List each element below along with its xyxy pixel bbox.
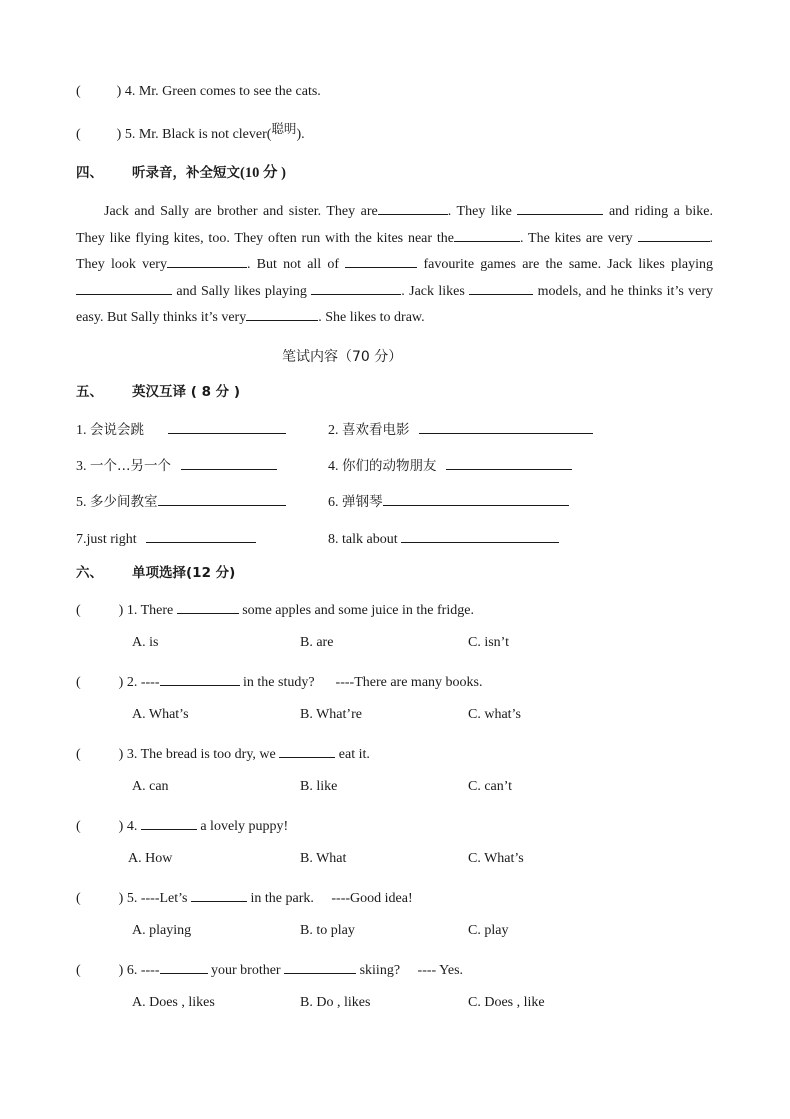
- item-text: 一个…另一个: [90, 458, 171, 474]
- item-number: 4.: [328, 459, 339, 474]
- section-title: 单项选择(12 分): [132, 565, 236, 581]
- option-c[interactable]: C. can’t: [468, 779, 513, 794]
- answer-blank[interactable]: [141, 815, 197, 830]
- item-text: talk about: [342, 532, 398, 547]
- answer-blank[interactable]: [158, 491, 286, 506]
- blank-7[interactable]: [76, 280, 172, 295]
- item-text: 会说会跳: [90, 422, 144, 438]
- answer-blank[interactable]: [401, 528, 559, 543]
- mcq-question-4: [76, 815, 288, 835]
- blank-5[interactable]: [167, 253, 247, 268]
- option-a[interactable]: A. playing: [132, 923, 192, 938]
- answer-blank[interactable]: [160, 671, 240, 686]
- item-text: just right: [86, 532, 137, 547]
- translate-item-6: [328, 490, 569, 511]
- item-text: 多少间教室: [90, 494, 158, 510]
- blank-10[interactable]: [246, 306, 318, 321]
- option-c[interactable]: C. What’s: [468, 851, 524, 866]
- mcq-question-3: [76, 743, 370, 763]
- passage-text: models, and he thinks it’s very easy. But Sally thinks it’s very: [76, 283, 714, 326]
- option-a[interactable]: A. Does , likes: [132, 995, 215, 1010]
- listening-passage: [76, 199, 713, 332]
- passage-text: . The kites are very: [519, 230, 633, 246]
- question-text: 3. The bread is too dry, we: [126, 747, 276, 762]
- option-a[interactable]: A. can: [132, 779, 169, 794]
- answer-paren[interactable]: ( ): [76, 891, 124, 906]
- blank-3[interactable]: [454, 227, 520, 242]
- option-b[interactable]: B. to play: [300, 923, 355, 938]
- answer-blank[interactable]: [191, 887, 247, 902]
- answer-paren-open: (: [76, 84, 81, 99]
- question-text: 1. There: [126, 603, 174, 618]
- translate-item-8: [328, 528, 559, 548]
- section-heading-5: [76, 380, 240, 401]
- option-c[interactable]: C. play: [468, 923, 509, 938]
- answer-paren[interactable]: ( ): [76, 603, 124, 618]
- translate-item-3: [76, 454, 277, 475]
- option-a[interactable]: A. How: [128, 851, 173, 866]
- blank-8[interactable]: [311, 280, 401, 295]
- blank-4[interactable]: [638, 227, 710, 242]
- item-number: 7.: [76, 532, 87, 547]
- question-text: skiing? ---- Yes.: [359, 963, 464, 978]
- section-title: 听录音，补全短文: [132, 165, 240, 181]
- option-b[interactable]: B. like: [300, 779, 338, 794]
- option-b[interactable]: B. What: [300, 851, 347, 866]
- option-b[interactable]: B. What’re: [300, 707, 362, 722]
- passage-text: . But not all of: [246, 257, 340, 273]
- question-text: 6. ----: [126, 963, 160, 978]
- answer-blank[interactable]: [177, 599, 239, 614]
- item-number: 6.: [328, 495, 339, 510]
- chinese-gloss: 聪明: [271, 121, 297, 136]
- answer-paren[interactable]: ( ): [76, 675, 124, 690]
- question-text: in the study? ----There are many books.: [243, 675, 483, 690]
- judge-item-5: [76, 121, 305, 143]
- answer-blank[interactable]: [383, 491, 569, 506]
- section-title: 英汉互译 ( 8 分 ): [132, 384, 241, 400]
- translate-item-1: [76, 418, 286, 439]
- option-b[interactable]: B. are: [300, 635, 334, 650]
- question-text: a lovely puppy!: [200, 819, 289, 834]
- item-text: 喜欢看电影: [342, 422, 410, 438]
- mcq-question-6: [76, 959, 463, 979]
- blank-9[interactable]: [469, 280, 533, 295]
- question-text: 5. ----Let’s: [126, 891, 188, 906]
- item-number: 1.: [76, 423, 87, 438]
- option-a[interactable]: A. What’s: [132, 707, 189, 722]
- blank-6[interactable]: [345, 253, 417, 268]
- passage-text: favourite games are the same. Jack likes playing: [423, 257, 714, 273]
- judge-text: 4. Mr. Green comes to see the cats.: [124, 84, 321, 99]
- judge-text: 5. Mr. Black is not clever(: [124, 127, 272, 142]
- option-c[interactable]: C. isn’t: [468, 635, 509, 650]
- item-number: 2.: [328, 423, 339, 438]
- mcq-question-2: [76, 671, 482, 691]
- judge-item-4: [76, 84, 321, 100]
- passage-text: Jack and Sally are brother and sister. They are: [104, 204, 378, 219]
- item-number: 3.: [76, 459, 87, 474]
- section-number: 六、: [76, 565, 103, 581]
- translate-item-5: [76, 490, 286, 511]
- question-text: some apples and some juice in the fridge.: [242, 603, 474, 618]
- answer-blank[interactable]: [160, 959, 208, 974]
- answer-paren[interactable]: ( ): [76, 963, 124, 978]
- item-number: 8.: [328, 532, 339, 547]
- blank-1[interactable]: [378, 200, 448, 215]
- written-part-title: 笔试内容（70 分）: [282, 349, 403, 365]
- question-text: in the park. ----Good idea!: [250, 891, 413, 906]
- item-text: 你们的动物朋友: [342, 458, 437, 474]
- passage-text: . They look very: [76, 230, 714, 273]
- passage-text: . She likes to draw.: [318, 310, 425, 326]
- answer-paren-close: ): [116, 127, 122, 142]
- translate-item-2: [328, 418, 593, 439]
- option-a[interactable]: A. is: [132, 635, 159, 650]
- answer-blank[interactable]: [181, 455, 277, 470]
- answer-blank[interactable]: [168, 419, 286, 434]
- passage-text: and riding a bike. They like flying kites, too. They often run with the kites near the: [76, 204, 714, 246]
- passage-text: and Sally likes playing: [176, 283, 307, 299]
- question-text: eat it.: [338, 747, 370, 762]
- translate-item-4: [328, 454, 572, 475]
- answer-blank[interactable]: [284, 959, 356, 974]
- answer-paren[interactable]: ( ): [76, 747, 124, 762]
- answer-paren-open: (: [76, 127, 81, 142]
- question-text: 4.: [126, 819, 138, 834]
- section-heading-6: [76, 561, 235, 582]
- section-heading-4: [76, 161, 286, 182]
- item-text: 弹钢琴: [342, 494, 383, 510]
- passage-text: . Jack likes: [401, 283, 465, 299]
- item-number: 5.: [76, 495, 87, 510]
- section-number: 五、: [76, 384, 103, 400]
- passage-text: . They like: [447, 204, 512, 219]
- blank-2[interactable]: [517, 200, 603, 215]
- answer-blank[interactable]: [446, 455, 572, 470]
- section-number: 四、: [76, 165, 103, 181]
- option-c[interactable]: C. Does , like: [468, 995, 545, 1010]
- answer-paren[interactable]: ( ): [76, 819, 124, 834]
- translate-item-7: [76, 528, 256, 548]
- option-c[interactable]: C. what’s: [468, 707, 521, 722]
- answer-blank[interactable]: [146, 528, 256, 543]
- judge-text-tail: ).: [296, 127, 305, 142]
- mcq-question-5: [76, 887, 413, 907]
- mcq-question-1: [76, 599, 474, 619]
- answer-blank[interactable]: [279, 743, 335, 758]
- question-text: 2. ----: [126, 675, 160, 690]
- answer-paren-close: ): [116, 84, 122, 99]
- option-b[interactable]: B. Do , likes: [300, 995, 371, 1010]
- section-score: (10 分 ): [240, 165, 286, 181]
- answer-blank[interactable]: [419, 419, 593, 434]
- question-text: your brother: [211, 963, 281, 978]
